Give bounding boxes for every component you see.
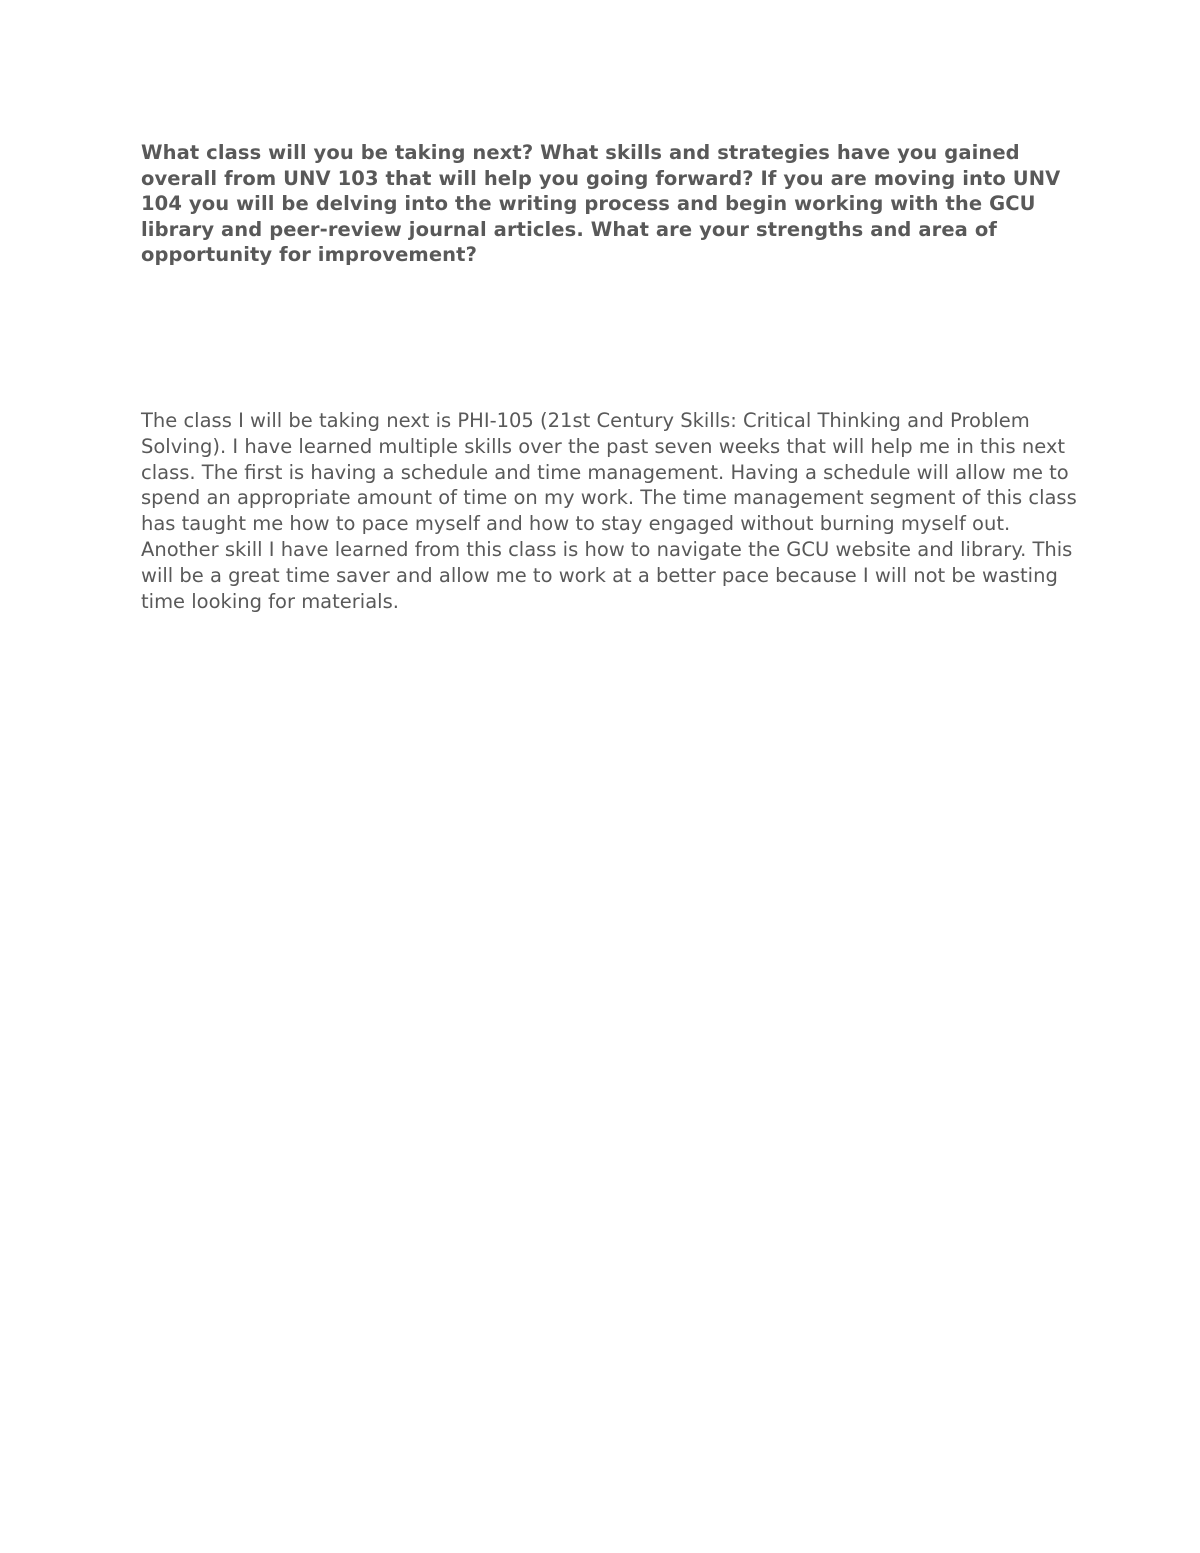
answer-paragraph: The class I will be taking next is PHI-105 (21st Century Skills: Critical Thinking and Problem Solving). I have learned multiple skills over the past seven weeks that will help me in this next class. The first is having a schedule and time management. Having a schedule will allow me to spend an appropriate amount of time on my work. The time management segment of this class has taught me how to pace myself and how to stay engaged without burning myself out. Another skill I have learned from this class is how to navigate the GCU website and library. This will be a great time saver and allow me to work at a better pace because I will not be wasting time looking for materials. [141, 409, 1077, 613]
question-paragraph: What class will you be taking next? What skills and strategies have you gained overall from UNV 103 that will help you going forward? If you are moving into UNV 104 you will be delving into the writing process and begin working with the GCU library and peer-review journal articles. What are your strengths and area of opportunity for improvement? [141, 141, 1061, 267]
